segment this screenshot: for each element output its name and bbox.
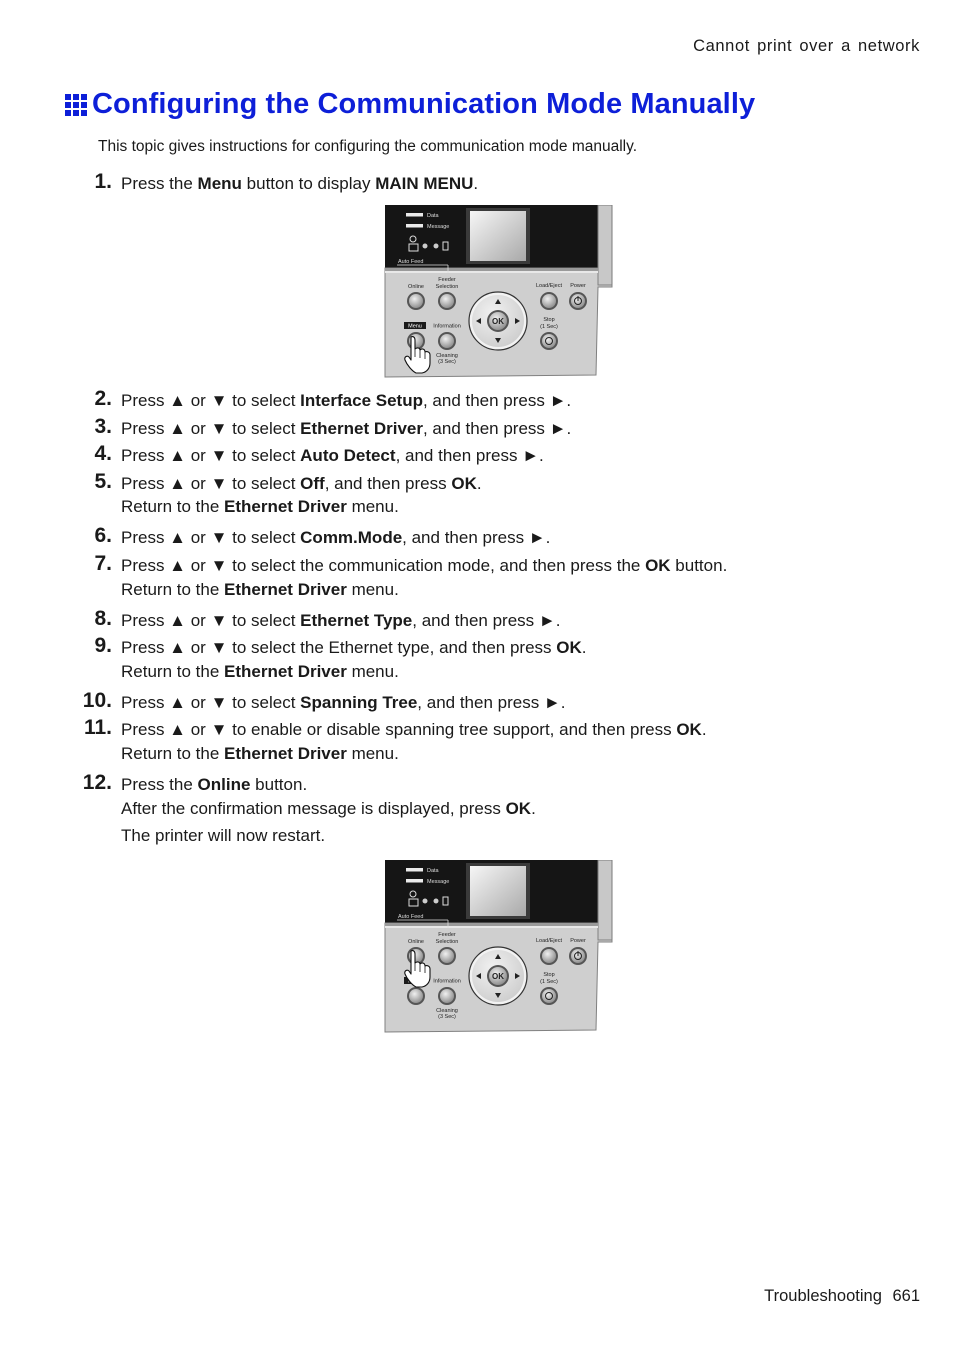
step-text-part: After the confirmation message is displayed, press [121,799,506,818]
emphasis-term: Off [300,474,325,493]
panel-label-auto-feed: Auto Feed [398,914,424,920]
step-result-note [121,497,399,517]
step-number: 7. [94,552,112,575]
step-text-part: , and then press ►. [422,391,572,410]
step-item [0,385,954,411]
panel-label-load-eject: Load/Eject [536,283,562,289]
panel-label-information: Information [433,323,461,330]
step-text-part: Press ▲ or ▼ to select [121,611,301,630]
step-text-part: button to display [241,174,376,193]
panel-label-feeder: Feeder [438,932,456,938]
control-panel-menu-illustration [384,205,614,379]
step-instruction [121,556,727,576]
step-text-part: menu. [346,744,399,763]
step-text-part: menu. [346,497,399,516]
panel-label-online: Online [408,284,424,290]
panel-label-selection: Selection [435,284,459,290]
control-panel-drawing [384,205,614,379]
panel-label-auto-feed: Auto Feed [398,259,424,265]
step-text-part: , and then press ►. [402,528,551,547]
panel-label-load-eject: Load/Eject [536,938,562,944]
emphasis-term: OK [676,720,702,739]
step-instruction [121,611,560,631]
step-instruction [121,474,482,494]
emphasis-term: OK [556,638,582,657]
step-number: 2. [94,387,112,410]
step-instruction [121,419,571,439]
step-number: 6. [94,524,112,547]
step-text-part: , and then press ►. [417,693,566,712]
control-panel-drawing [384,860,614,1034]
step-number: 3. [94,415,112,438]
step-text-part: button. [250,775,308,794]
step-number: 4. [94,442,112,465]
step-instruction [121,174,478,194]
step-number: 1. [94,170,112,193]
step-item [0,550,954,576]
step-item [0,605,954,631]
panel-label-power: Power [570,283,586,289]
step-text-part: button. [670,556,728,575]
step-result-note [121,826,325,846]
emphasis-term: Spanning Tree [300,693,418,712]
step-text-part: , and then press ►. [422,419,572,438]
step-text-part: Press the [121,174,198,193]
step-text-part: The printer will now restart. [121,826,326,845]
step-text-part: Press ▲ or ▼ to select [121,419,301,438]
step-result-note [121,799,536,819]
step-instruction [121,693,565,713]
panel-label-message: Message [427,879,450,885]
emphasis-term: Online [197,775,251,794]
running-header: Cannot print over a network [693,37,920,55]
panel-label-information: Information [433,978,461,985]
panel-label-stop-sec: (1 Sec) [540,324,558,330]
step-text-part: , and then press ►. [395,446,544,465]
emphasis-term: Comm.Mode [300,528,403,547]
step-text-part: , and then press [324,474,452,493]
panel-label-stop: Stop [543,317,555,323]
step-instruction [121,775,307,795]
emphasis-term: Ethernet Type [300,611,413,630]
step-text-part: . [531,799,536,818]
emphasis-term: Ethernet Driver [224,497,347,516]
emphasis-term: Auto Detect [300,446,396,465]
step-item [0,168,954,194]
step-item [0,440,954,466]
step-text-part: . [473,174,479,193]
step-text-part: Press ▲ or ▼ to select [121,528,301,547]
step-number: 12. [82,771,112,794]
step-text-part: Press ▲ or ▼ to select [121,474,301,493]
panel-label-ok: OK [492,317,504,326]
step-item [0,468,954,494]
panel-label-menu: Menu [408,323,422,330]
panel-label-power: Power [570,938,586,944]
emphasis-term: Interface Setup [300,391,423,410]
emphasis-term: Ethernet Driver [224,580,347,599]
step-number: 9. [94,634,112,657]
panel-label-selection: Selection [435,939,459,945]
page-title [64,88,755,121]
step-item [0,522,954,548]
step-text-part: . [701,720,707,739]
panel-label-data: Data [427,213,439,219]
step-number: 8. [94,607,112,630]
grid-bullet-icon [64,93,88,117]
panel-label-message: Message [427,224,450,230]
emphasis-term: Ethernet Driver [224,744,347,763]
footer-section: Troubleshooting [764,1287,882,1305]
panel-label-stop: Stop [543,972,555,978]
step-result-note [121,580,399,600]
emphasis-term: Menu [197,174,242,193]
page-number: 661 [892,1287,920,1305]
step-instruction [121,528,550,548]
step-result-note [121,744,399,764]
intro-text: This topic gives instructions for configuring the communication mode manually. [98,138,638,155]
panel-label-online: Online [408,939,424,945]
step-text-part: Press ▲ or ▼ to select [121,693,301,712]
panel-label-ok: OK [492,972,504,981]
panel-label-cleaning: Cleaning [436,353,458,359]
step-text-part: . [476,474,482,493]
panel-label-cleaning-sec: (3 Sec) [438,359,456,365]
step-instruction [121,391,571,411]
step-item [0,632,954,658]
emphasis-term: OK [645,556,671,575]
panel-label-stop-sec: (1 Sec) [540,979,558,985]
step-item [0,769,954,795]
step-item [0,687,954,713]
panel-label-data: Data [427,868,439,874]
control-panel-online-illustration [384,860,614,1034]
step-text-part: Press the [121,775,198,794]
step-text-part: Press ▲ or ▼ to select the Ethernet type, and then press [121,638,557,657]
panel-label-cleaning: Cleaning [436,1008,458,1014]
emphasis-term: Ethernet Driver [300,419,423,438]
step-text-part: . [581,638,587,657]
emphasis-term: OK [451,474,477,493]
step-instruction [121,720,707,740]
step-text-part: , and then press ►. [412,611,561,630]
step-number: 5. [94,470,112,493]
page-footer [764,1287,920,1306]
emphasis-term: OK [505,799,532,818]
step-text-part: Return to the [121,497,225,516]
step-item [0,714,954,740]
step-text-part: Press ▲ or ▼ to select [121,446,301,465]
panel-label-cleaning-sec: (3 Sec) [438,1014,456,1020]
emphasis-term: Ethernet Driver [224,662,347,681]
step-text-part: Return to the [121,662,225,681]
step-text-part: Press ▲ or ▼ to select the communication mode, and then press the [121,556,646,575]
panel-label-feeder: Feeder [438,277,456,283]
step-text-part: menu. [346,580,399,599]
step-result-note [121,662,399,682]
step-text-part: menu. [346,662,399,681]
step-text-part: Press ▲ or ▼ to enable or disable spanning tree support, and then press [121,720,677,739]
step-number: 11. [83,716,112,739]
step-instruction [121,446,544,466]
step-text-part: Return to the [121,580,225,599]
step-text-part: Press ▲ or ▼ to select [121,391,301,410]
page-title-text: Configuring the Communication Mode Manually [92,88,756,120]
step-instruction [121,638,587,658]
step-number: 10. [82,689,112,712]
step-item [0,413,954,439]
step-text-part: Return to the [121,744,225,763]
emphasis-term: MAIN MENU [375,174,474,193]
